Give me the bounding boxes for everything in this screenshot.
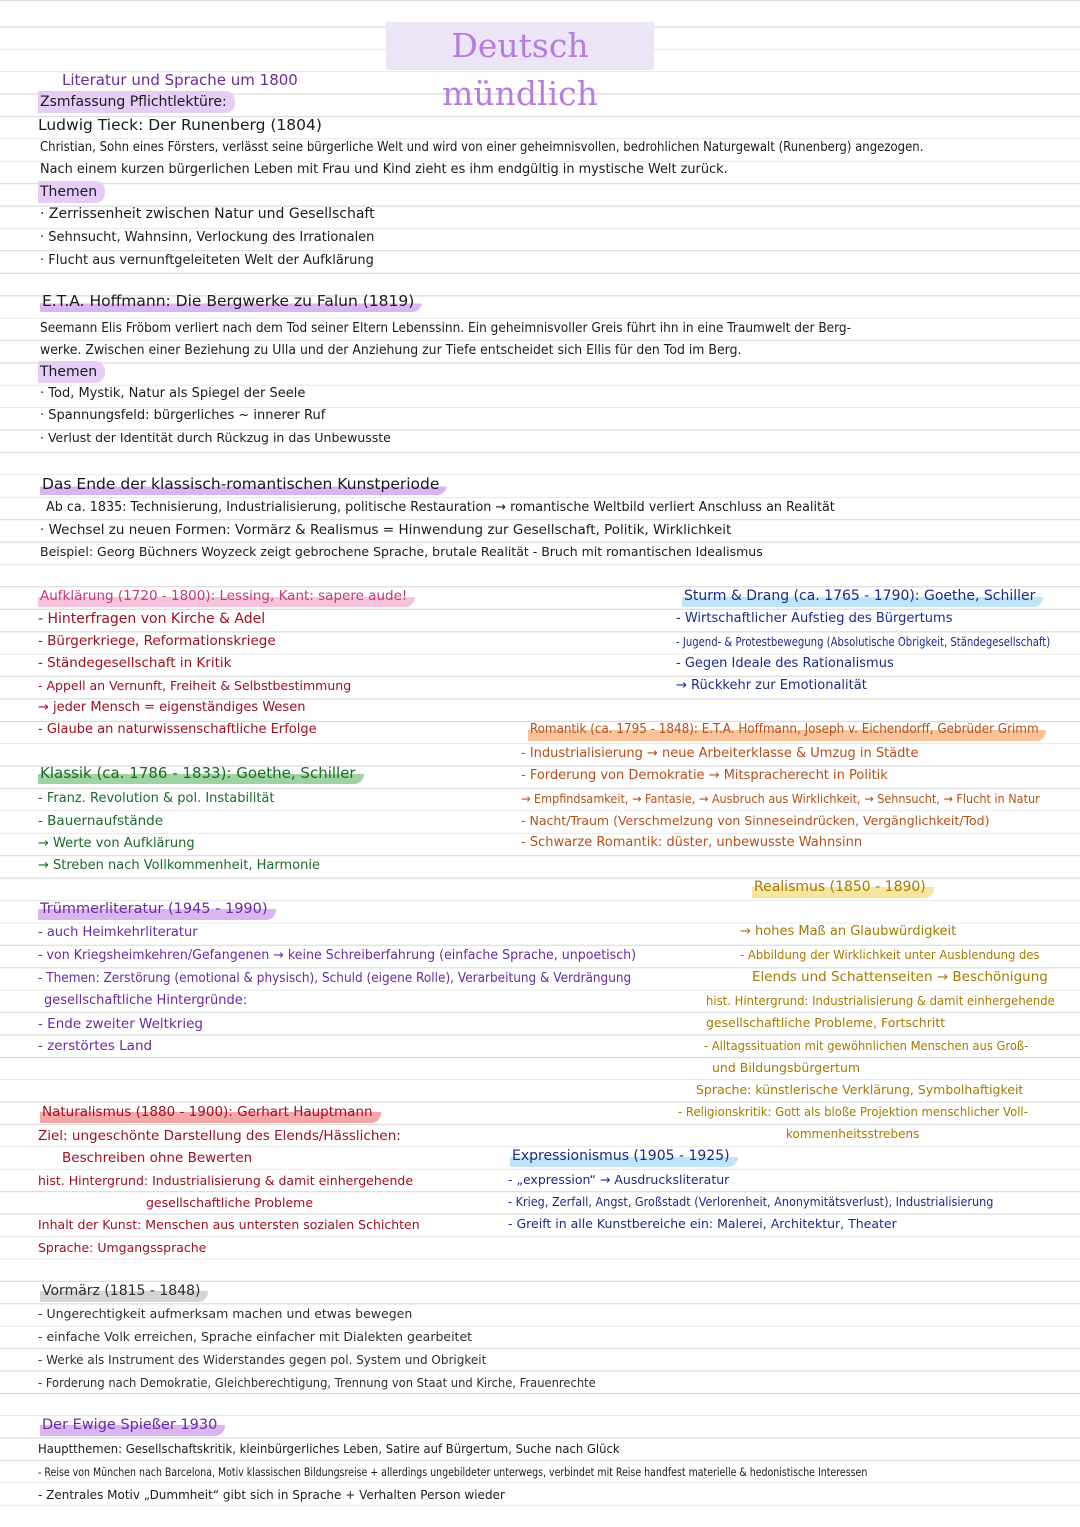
epoch-item: - Bauernaufstände — [38, 813, 164, 829]
era-line: · Wechsel zu neuen Formen: Vormärz & Realismus = Hinwendung zur Gesellschaft, Politik, Wirklichkeit — [40, 522, 732, 538]
theme-item: · Tod, Mystik, Natur als Spiegel der Seele — [40, 386, 306, 401]
work-item: Hauptthemen: Gesellschaftskritik, kleinbürgerliches Leben, Satire auf Bürgertum, Suche nach Glück — [38, 1441, 620, 1456]
theme-item: · Zerrissenheit zwischen Natur und Gesellschaft — [40, 206, 375, 222]
epoch-item: → hohes Maß an Glaubwürdigkeit — [740, 924, 957, 939]
themes-label: Themen — [38, 181, 105, 203]
era-line: Beispiel: Georg Büchners Woyzeck zeigt gebrochene Sprache, brutale Realität - Bruch mit romantischen Idealismus — [40, 544, 763, 559]
epoch-item: - Religionskritik: Gott als bloße Projektion menschlicher Voll- — [678, 1104, 1028, 1119]
epoch-item: - Ungerechtigkeit aufmerksam machen und etwas bewegen — [38, 1306, 413, 1321]
epoch-heading: Klassik (ca. 1786 - 1833): Goethe, Schiller — [38, 762, 364, 784]
summary-line: Seemann Elis Fröbom verliert nach dem Tod seiner Eltern Lebenssinn. Ein geheimnisvoller Greis führt ihn in eine Traumwelt der Berg- — [40, 320, 852, 336]
epoch-item: - Glaube an naturwissenschaftliche Erfolge — [38, 722, 317, 737]
epoch-item: - „expression“ → Ausdrucksliteratur — [508, 1172, 730, 1187]
epoch-item: - Krieg, Zerfall, Angst, Großstadt (Verlorenheit, Anonymitätsverlust), Industrialisierung — [508, 1194, 994, 1209]
epoch-item: hist. Hintergrund: Industrialisierung & damit einhergehende — [38, 1173, 414, 1188]
epoch-item: - Franz. Revolution & pol. Instabilität — [38, 791, 275, 806]
epoch-item: Inhalt der Kunst: Menschen aus untersten sozialen Schichten — [38, 1217, 420, 1232]
topic-heading: Literatur und Sprache um 1800 — [62, 71, 298, 89]
summary-line: Christian, Sohn eines Försters, verlässt seine bürgerliche Welt und wird von einer geheimnisvollen, bedrohlichen Naturgewalt (Runenberg) angezogen. — [40, 140, 924, 155]
epoch-item: und Bildungsbürgertum — [712, 1060, 861, 1075]
epoch-item: - von Kriegsheimkehren/Gefangenen → keine Schreiberfahrung (einfache Sprache, unpoetisch) — [38, 948, 637, 963]
theme-item: · Spannungsfeld: bürgerliches ~ innerer Ruf — [40, 408, 326, 423]
epoch-item: gesellschaftliche Hintergründe: — [44, 993, 248, 1008]
epoch-item: kommenheitsstrebens — [786, 1127, 920, 1141]
epoch-heading: Vormärz (1815 - 1848) — [40, 1280, 208, 1302]
epoch-item: → Empfindsamkeit, → Fantasie, → Ausbruch aus Wirklichkeit, → Sehnsucht, → Flucht in Natur — [521, 791, 1040, 806]
work-item: - Reise von München nach Barcelona, Motiv klassischen Bildungsreise + allerdings ungebildeter unterwegs, verbindet mit Reise handfest materielle & hedonistische Interessen — [38, 1465, 868, 1479]
epoch-item: Sprache: künstlerische Verklärung, Symbolhaftigkeit — [696, 1082, 1024, 1097]
epoch-item: - Bürgerkriege, Reformationskriege — [38, 633, 276, 649]
summary-line: werke. Zwischen einer Beziehung zu Ulla und der Anziehung zur Tiefe entscheidet sich Ellis für den Tod im Berg. — [40, 343, 742, 358]
epoch-item: - Ende zweiter Weltkrieg — [38, 1016, 203, 1032]
theme-item: · Flucht aus vernunftgeleiteten Welt der Aufklärung — [40, 253, 374, 268]
work-item: - Zentrales Motiv „Dummheit“ gibt sich in Sprache + Verhalten Person wieder — [38, 1488, 505, 1502]
epoch-item: - Abbildung der Wirklichkeit unter Ausblendung des — [740, 947, 1040, 962]
work-title-tieck: Ludwig Tieck: Der Runenberg (1804) — [38, 116, 322, 134]
epoch-item: - Gegen Ideale des Rationalismus — [676, 656, 894, 671]
epoch-item: - Jugend- & Protestbewegung (Absolutische Obrigkeit, Ständegesellschaft) — [676, 635, 1051, 649]
epoch-item: - Appell an Vernunft, Freiheit & Selbstbestimmung — [38, 678, 352, 693]
epoch-item: - Forderung von Demokratie → Mitspracherecht in Politik — [521, 768, 888, 783]
epoch-item: - Hinterfragen von Kirche & Adel — [38, 611, 266, 627]
epoch-item: - Nacht/Traum (Verschmelzung von Sinneseindrücken, Vergänglichkeit/Tod) — [521, 813, 990, 828]
epoch-item: Beschreiben ohne Bewerten — [62, 1150, 253, 1166]
epoch-item: - einfache Volk erreichen, Sprache einfacher mit Dialekten gearbeitet — [38, 1329, 473, 1344]
summary-line: Nach einem kurzen bürgerlichen Leben mit Frau und Kind zieht es ihm endgültig in mystische Welt zurück. — [40, 162, 728, 177]
epoch-item: Elends und Schattenseiten → Beschönigung — [752, 969, 1048, 985]
epoch-heading: Expressionismus (1905 - 1925) — [510, 1145, 738, 1167]
epoch-item: gesellschaftliche Probleme — [146, 1195, 314, 1210]
epoch-item: Ziel: ungeschönte Darstellung des Elends/Hässlichen: — [38, 1128, 401, 1144]
theme-item: · Verlust der Identität durch Rückzug in das Unbewusste — [40, 430, 391, 445]
epoch-item: - Werke als Instrument des Widerstandes gegen pol. System und Obrigkeit — [38, 1353, 487, 1367]
epoch-heading: Trümmerliteratur (1945 - 1990) — [38, 898, 276, 920]
epoch-item: - Forderung nach Demokratie, Gleichberechtigung, Trennung von Staat und Kirche, Frauenrechte — [38, 1376, 596, 1390]
epoch-item: Sprache: Umgangssprache — [38, 1240, 207, 1255]
era-heading: Das Ende der klassisch-romantischen Kunstperiode — [40, 473, 447, 495]
epoch-item: - Greift in alle Kunstbereiche ein: Malerei, Architektur, Theater — [508, 1216, 897, 1231]
summary-heading: Zsmfassung Pflichtlektüre: — [38, 91, 235, 113]
epoch-item: - Alltagssituation mit gewöhnlichen Menschen aus Groß- — [704, 1038, 1029, 1053]
epoch-item: → Werte von Aufklärung — [38, 836, 195, 851]
work-title-hoffmann: E.T.A. Hoffmann: Die Bergwerke zu Falun (1819) — [40, 290, 422, 312]
epoch-item: - Schwarze Romantik: düster, unbewusste Wahnsinn — [521, 835, 863, 850]
epoch-item: → Rückkehr zur Emotionalität — [676, 678, 867, 693]
epoch-item: - zerstörtes Land — [38, 1038, 153, 1054]
epoch-item: → jeder Mensch = eigenständiges Wesen — [38, 700, 306, 715]
page-title: Deutsch mündlich — [386, 22, 654, 70]
epoch-item: - auch Heimkehrliteratur — [38, 925, 198, 940]
epoch-item: - Themen: Zerstörung (emotional & physisch), Schuld (eigene Rolle), Verarbeitung & Verdrängung — [38, 971, 632, 986]
epoch-heading: Realismus (1850 - 1890) — [752, 876, 934, 898]
work-heading: Der Ewige Spießer 1930 — [40, 1414, 225, 1436]
epoch-item: - Industrialisierung → neue Arbeiterklasse & Umzug in Städte — [521, 746, 919, 761]
themes-label: Themen — [38, 361, 105, 383]
epoch-heading: Naturalismus (1880 - 1900): Gerhart Hauptmann — [40, 1101, 381, 1123]
era-line: Ab ca. 1835: Technisierung, Industrialisierung, politische Restauration → romantische Weltbild verliert Anschluss an Realität — [46, 500, 835, 515]
epoch-item: → Streben nach Vollkommenheit, Harmonie — [38, 858, 320, 873]
epoch-item: - Ständegesellschaft in Kritik — [38, 655, 232, 671]
epoch-item: gesellschaftliche Probleme, Fortschritt — [706, 1015, 946, 1030]
epoch-item: - Wirtschaftlicher Aufstieg des Bürgertums — [676, 611, 953, 626]
epoch-heading: Aufklärung (1720 - 1800): Lessing, Kant: sapere aude! — [38, 585, 415, 607]
epoch-item: hist. Hintergrund: Industrialisierung & damit einhergehende — [706, 993, 1055, 1008]
theme-item: · Sehnsucht, Wahnsinn, Verlockung des Irrationalen — [40, 230, 375, 245]
epoch-heading: Romantik (ca. 1795 - 1848): E.T.A. Hoffmann, Joseph v. Eichendorff, Gebrüder Grimm — [528, 719, 1046, 741]
epoch-heading: Sturm & Drang (ca. 1765 - 1790): Goethe, Schiller — [682, 585, 1043, 607]
